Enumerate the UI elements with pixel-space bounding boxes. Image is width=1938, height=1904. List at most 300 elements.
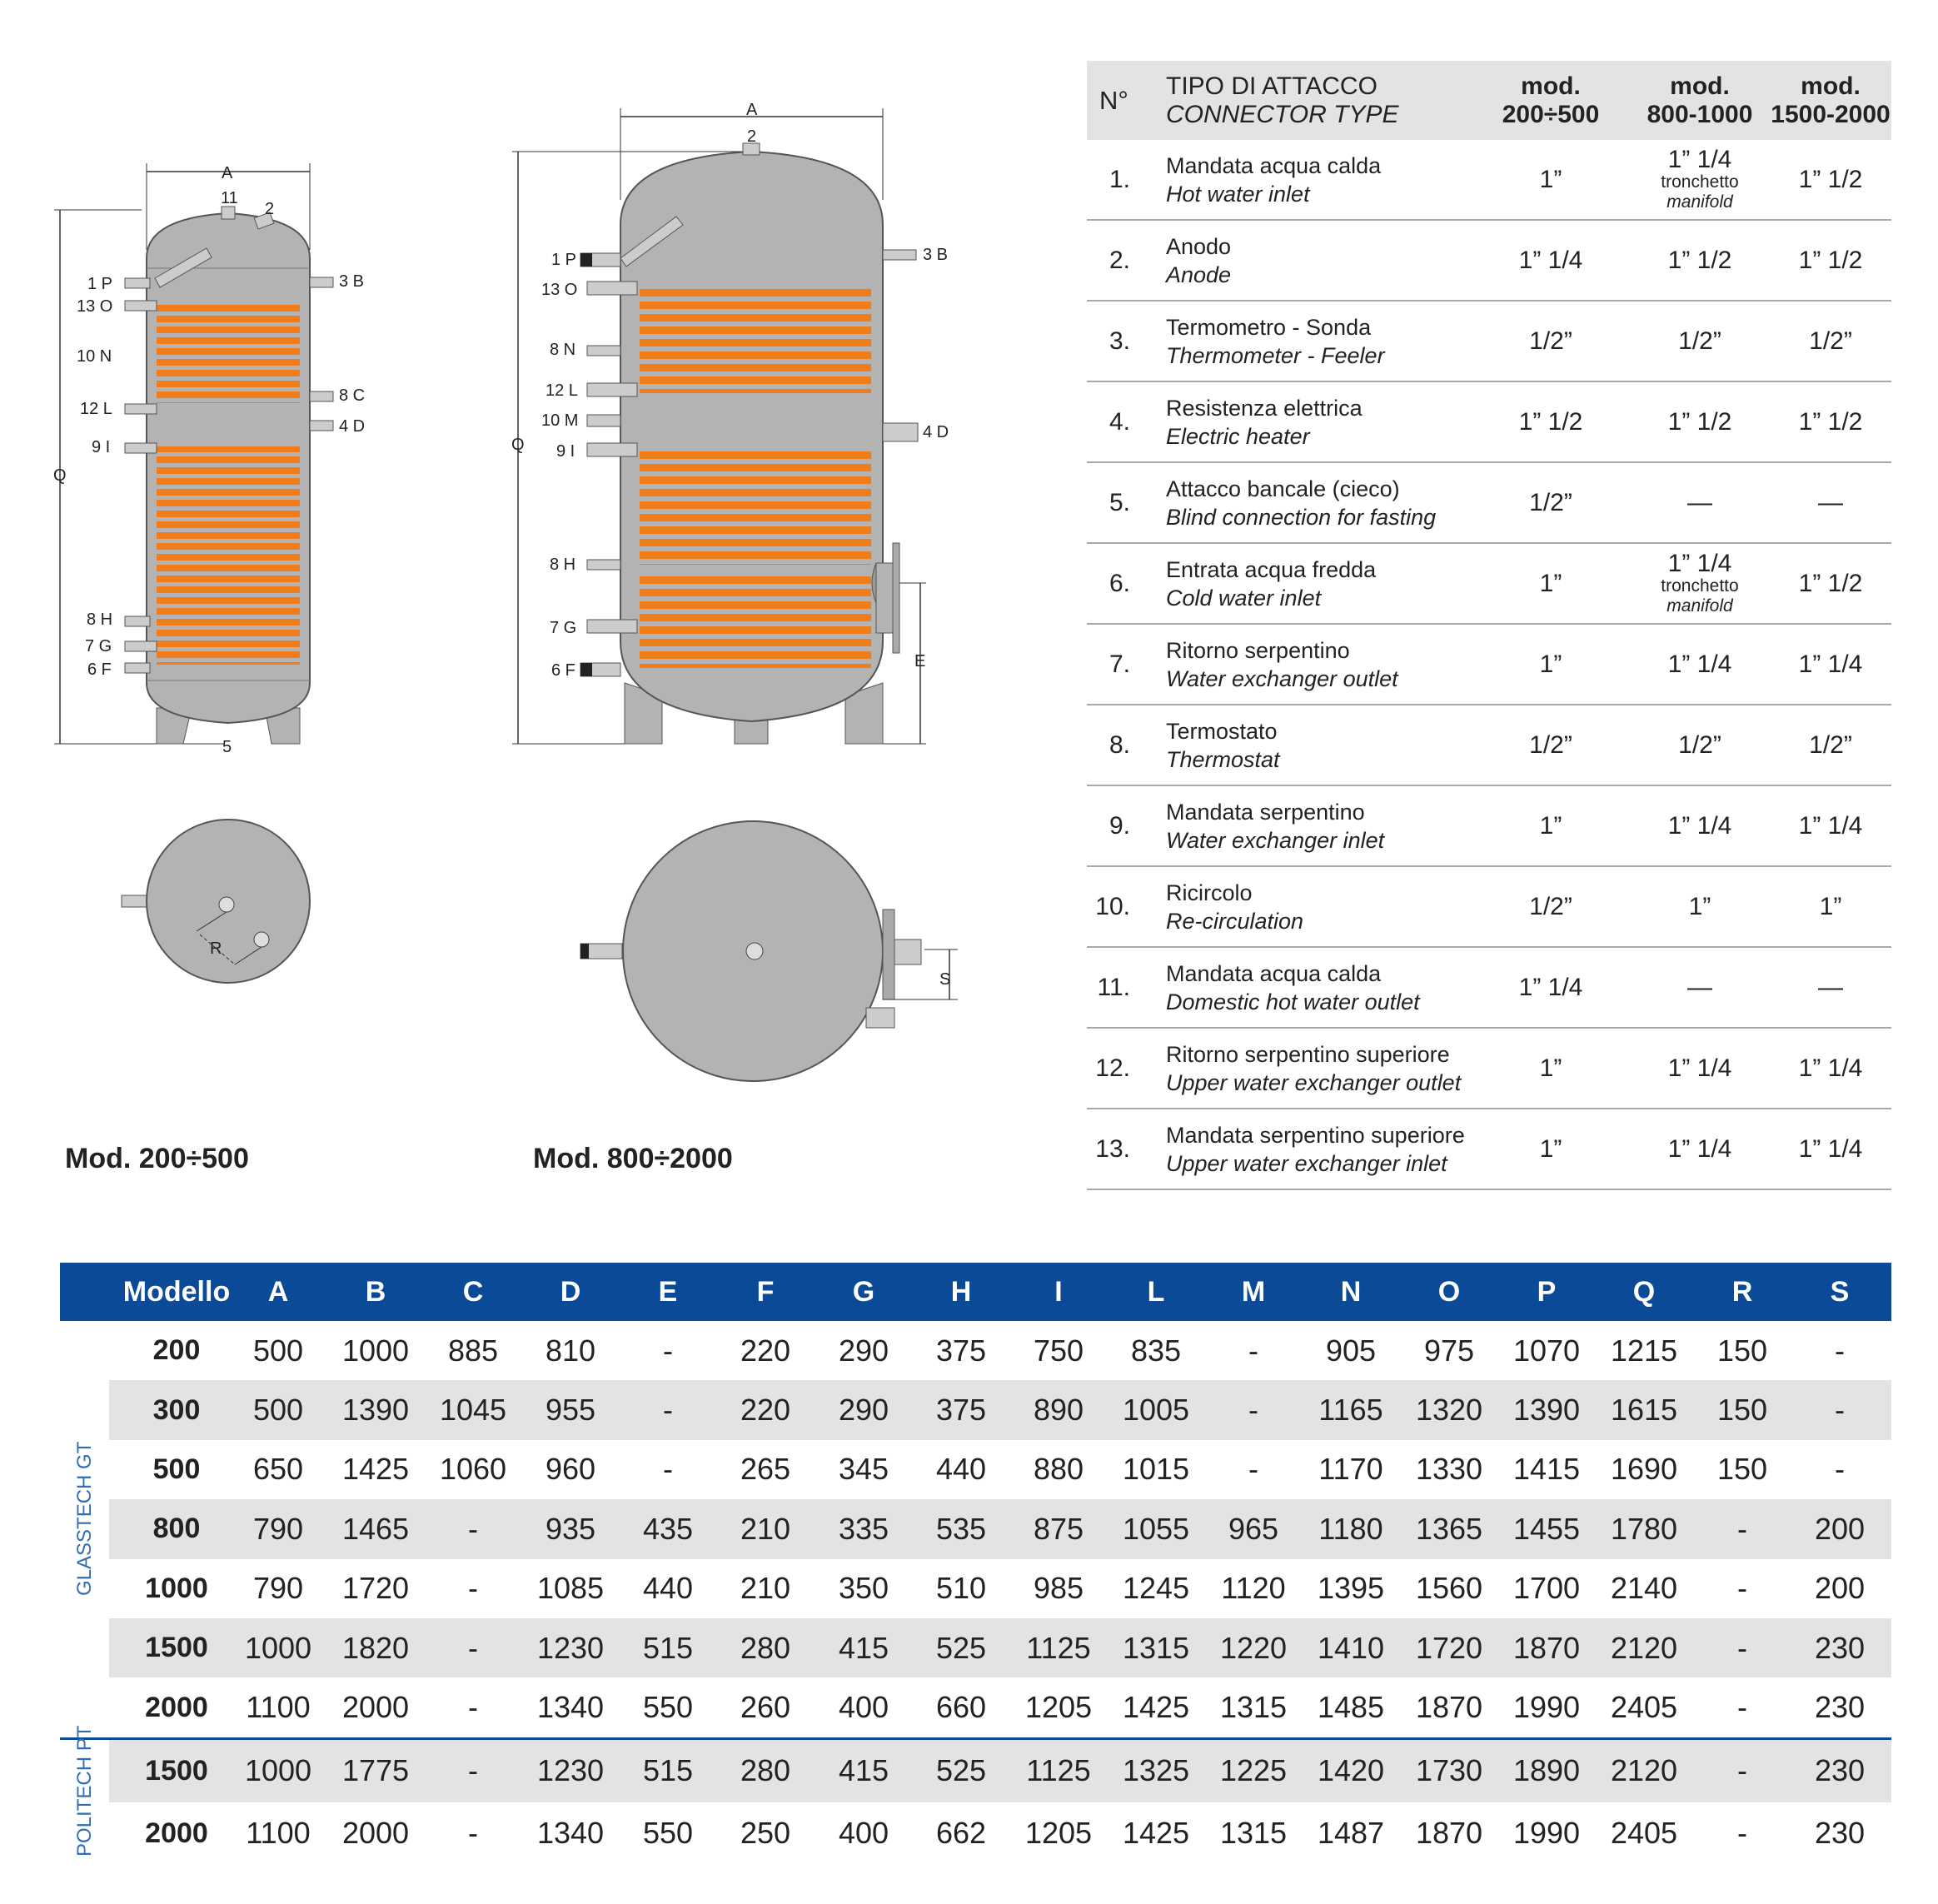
connector-type [1166,382,1466,461]
dimension-cell: - [663,1393,673,1428]
dimension-cell: - [1737,1630,1747,1665]
size-mod-800-1000 [1630,463,1770,542]
dimension-cell: 875 [1033,1511,1084,1546]
dimension-cell: 1425 [341,1452,410,1487]
dimension-row [60,1677,1891,1737]
dim-label-e: E [914,652,926,670]
dim-label-a: A [222,164,233,182]
size-mod-800-1000 [1630,786,1770,865]
size-mod-1500-2000: 1” [1819,892,1842,920]
size-value: 1” 1/2 [1667,246,1732,274]
size-mod-1500-2000: 1/2” [1809,730,1852,759]
connector-table-header [1087,61,1891,140]
dimension-cell: 890 [1033,1393,1084,1428]
connector-type-it: Entrata acqua fredda [1166,556,1377,582]
dimension-cell: 1170 [1318,1452,1383,1487]
column-header: C [462,1275,484,1308]
dimension-cell: 1465 [341,1511,410,1546]
dimension-cell: 1245 [1122,1571,1190,1606]
port-label-4d: 4 D [339,417,366,436]
size-note-en: manifold [1666,596,1733,616]
port-label-5: 5 [222,738,232,756]
size-mod-800-1000 [1630,1109,1770,1189]
dimension-cell: 1487 [1317,1816,1385,1851]
model-cell: 800 [152,1513,201,1545]
size-mod-200-500: 1” [1539,650,1562,678]
size-value: 1” 1/4 [1667,1054,1732,1082]
connector-table [1087,61,1891,1190]
dimension-cell: 1205 [1024,1816,1093,1851]
connector-type [1166,302,1466,381]
dimension-row [60,1321,1891,1380]
port-label-7g: 7 G [85,637,112,655]
size-value: 1/2” [1678,730,1721,759]
size-mod-200-500: 1” [1539,811,1562,840]
dimension-row [109,1740,1891,1802]
column-header: L [1147,1275,1165,1308]
connector-type [1166,221,1466,300]
dimension-cell: - [468,1630,478,1665]
dimension-cell: - [1737,1511,1747,1546]
size-mod-200-500: 1” [1539,569,1562,597]
connector-type [1166,140,1466,219]
port-label-2: 2 [747,127,757,146]
dimension-cell: 210 [740,1571,791,1606]
dimension-cell: 960 [545,1452,596,1487]
dimension-cell: 220 [740,1333,791,1368]
dimension-cell: 790 [252,1571,304,1606]
connector-number: 7. [1108,650,1130,678]
dimension-cell: 1125 [1026,1630,1091,1665]
port-label-8h: 8 H [87,611,113,629]
dimension-cell: 1330 [1415,1452,1483,1487]
connector-type-en: Upper water exchanger inlet [1166,1150,1447,1176]
port-label-4d: 4 D [923,423,949,441]
connector-row [1087,140,1891,221]
column-header: Q [1632,1275,1656,1308]
connector-type [1166,786,1466,865]
dimensions-body [60,1321,1891,1865]
dimension-cell: - [1835,1393,1845,1428]
connector-type-it: Ricircolo [1166,880,1253,905]
connector-type-en: Water exchanger outlet [1166,665,1398,691]
dimension-cell: 905 [1325,1333,1377,1368]
size-mod-1500-2000: 1” 1/4 [1798,1054,1863,1082]
dimension-cell: 525 [935,1753,987,1788]
dimension-cell: 1315 [1122,1630,1190,1665]
connector-type-it: Mandata acqua calda [1166,152,1382,178]
column-header: R [1731,1275,1753,1308]
connector-number: 8. [1108,730,1130,759]
dimension-cell: 200 [1814,1511,1866,1546]
connector-type [1166,625,1466,704]
size-value: 1” [1688,892,1711,920]
size-value: 1” 1/2 [1667,407,1732,436]
dimension-row [109,1618,1891,1677]
dimension-cell: 1870 [1512,1630,1581,1665]
column-header: F [756,1275,775,1308]
size-note: tronchetto [1661,172,1739,192]
dimension-cell: 415 [838,1753,889,1788]
dimension-cell: - [1248,1452,1258,1487]
connector-type [1166,705,1466,785]
dimension-cell: 150 [1716,1333,1768,1368]
port-label-12l: 12 L [80,400,112,418]
dimension-cell: 1120 [1221,1571,1286,1606]
dimension-cell: 525 [935,1630,987,1665]
dimension-cell: 150 [1716,1452,1768,1487]
connector-number: 10. [1095,892,1130,920]
connector-type-it: Attacco bancale (cieco) [1166,476,1400,501]
dimensions-header [60,1263,1891,1321]
dimension-cell: 1205 [1024,1690,1093,1725]
dimension-cell: 1005 [1122,1393,1190,1428]
dimension-cell: 230 [1814,1753,1866,1788]
connector-number: 2. [1108,246,1130,274]
port-label-1p: 1 P [87,275,113,293]
port-label-13o: 13 O [77,297,113,316]
connector-row [1087,705,1891,786]
connector-row [1087,625,1891,705]
column-header: P [1537,1275,1557,1308]
model-group [60,1321,1891,1737]
dimension-row [60,1802,1891,1865]
port-label-1p: 1 P [551,251,577,269]
dimension-cell: 1730 [1415,1753,1483,1788]
size-value: 1” 1/4 [1667,1134,1732,1163]
port-label-8n: 8 N [550,341,576,359]
size-mod-800-1000 [1630,625,1770,704]
dimension-cell: 500 [252,1333,304,1368]
size-value: 1” 1/4 [1667,549,1732,577]
dimension-cell: 150 [1716,1393,1768,1428]
dimension-cell: 1700 [1512,1571,1581,1606]
dimension-cell: 1045 [439,1393,507,1428]
connector-type [1166,1029,1466,1108]
connector-row [1087,867,1891,948]
connector-type-en: Domestic hot water outlet [1166,989,1420,1014]
dimension-cell: 435 [642,1511,694,1546]
port-label-2: 2 [265,200,275,218]
dimension-cell: 1230 [536,1753,605,1788]
size-mod-800-1000 [1630,1029,1770,1108]
size-mod-200-500: 1/2” [1529,488,1572,516]
connector-type [1166,463,1466,542]
connector-row [1087,382,1891,463]
dimension-cell: 515 [642,1753,694,1788]
caption-small-model: Mod. 200÷500 [65,1143,249,1174]
model-cell: 300 [152,1393,201,1426]
dimension-cell: 1390 [1512,1393,1581,1428]
connector-type-it: Ritorno serpentino superiore [1166,1041,1450,1067]
dimension-cell: 1165 [1318,1393,1383,1428]
column-header: O [1437,1275,1461,1308]
header-type-it: TIPO DI ATTACCO [1166,72,1378,100]
connector-number: 9. [1108,811,1130,840]
dimension-cell: 550 [642,1816,694,1851]
dimension-cell: 1690 [1610,1452,1678,1487]
size-mod-800-1000 [1630,221,1770,300]
size-mod-800-1000 [1630,382,1770,461]
size-mod-1500-2000: — [1818,973,1843,1001]
dimension-cell: 290 [838,1393,889,1428]
dimension-row [109,1499,1891,1558]
dimension-cell: 662 [935,1816,987,1851]
port-label-6f: 6 F [87,660,112,679]
header-mod-2-l1: mod. [1670,72,1730,100]
dimension-cell: 230 [1814,1630,1866,1665]
port-label-8c: 8 C [339,386,366,405]
dimension-cell: 400 [838,1816,889,1851]
port-label-12l: 12 L [546,381,578,400]
connector-type-it: Resistenza elettrica [1166,395,1363,421]
small-tank-plan [122,820,310,983]
dimension-cell: 985 [1033,1571,1084,1606]
dimension-cell: 1420 [1317,1753,1385,1788]
connector-type-it: Anodo [1166,233,1232,259]
size-note-en: manifold [1666,192,1733,212]
large-tank-elevation [511,101,949,744]
connector-type-en: Electric heater [1166,423,1310,449]
dimension-cell: 835 [1130,1333,1182,1368]
dimension-cell: 1775 [341,1753,410,1788]
dimension-cell: 290 [838,1333,889,1368]
dimension-cell: - [1835,1333,1845,1368]
connector-type-en: Hot water inlet [1166,181,1310,207]
header-mod-3 [1770,61,1891,140]
size-mod-1500-2000: 1” 1/2 [1798,246,1863,274]
small-tank-elevation [53,163,365,756]
dimension-cell: 350 [838,1571,889,1606]
header-mod-2-l2: 800-1000 [1647,100,1753,128]
dimension-cell: 1000 [244,1630,312,1665]
dimension-cell: 1890 [1512,1753,1581,1788]
port-label-6f: 6 F [551,661,575,680]
port-label-10n: 10 N [77,347,112,366]
size-mod-200-500: 1” 1/2 [1518,407,1583,436]
header-mod-2 [1630,61,1770,140]
size-value: 1” 1/4 [1667,811,1732,840]
size-mod-1500-2000: 1” 1/4 [1798,1134,1863,1163]
dimension-cell: 1085 [536,1571,605,1606]
dimension-cell: - [468,1753,478,1788]
size-mod-800-1000 [1630,140,1770,219]
dim-label-s: S [939,970,951,989]
dimension-cell: 1395 [1317,1571,1385,1606]
dimension-cell: 1100 [246,1816,311,1851]
connector-number: 1. [1108,165,1130,193]
dimension-cell: - [663,1333,673,1368]
dim-label-r: R [210,940,222,958]
connector-number: 11. [1097,973,1130,1001]
connector-type-en: Thermometer - Feeler [1166,342,1385,368]
size-value: 1/2” [1678,326,1721,355]
size-mod-200-500: 1” [1539,1134,1562,1163]
connector-type-en: Blind connection for fasting [1166,504,1437,530]
dimension-cell: 265 [740,1452,791,1487]
column-header: E [658,1275,678,1308]
dimension-cell: 1325 [1122,1753,1190,1788]
dimension-cell: 660 [935,1690,987,1725]
model-cell: 1500 [145,1632,208,1664]
dimension-cell: 1365 [1415,1511,1483,1546]
tank-drawings [0,0,1083,1208]
dimension-cell: 1455 [1512,1511,1581,1546]
dimension-cell: 1015 [1122,1452,1190,1487]
dimension-cell: 200 [1814,1571,1866,1606]
size-mod-1500-2000: 1” 1/2 [1798,407,1863,436]
dimension-cell: 2140 [1610,1571,1678,1606]
size-mod-1500-2000: 1” 1/4 [1798,650,1863,678]
dimension-cell: 955 [545,1393,596,1428]
dimension-cell: 750 [1033,1333,1084,1368]
dimension-cell: 975 [1423,1333,1475,1368]
dimension-cell: - [1248,1333,1258,1368]
port-label-10m: 10 M [541,411,579,430]
dimension-row [60,1559,1891,1618]
dimension-cell: - [663,1452,673,1487]
dimension-cell: 1820 [341,1630,410,1665]
connector-type-en: Re-circulation [1166,908,1304,934]
column-header: I [1054,1275,1063,1308]
dimension-cell: 1780 [1610,1511,1678,1546]
column-header: G [852,1275,875,1308]
connector-row [1087,786,1891,867]
dimension-cell: 535 [935,1511,987,1546]
dimension-cell: 1220 [1219,1630,1288,1665]
connector-number: 6. [1108,569,1130,597]
dimension-cell: 210 [740,1511,791,1546]
connector-number: 5. [1108,488,1130,516]
port-label-9i: 9 I [92,438,111,456]
dimension-cell: 1720 [341,1571,410,1606]
dimension-cell: 1060 [439,1452,507,1487]
connector-type-en: Upper water exchanger outlet [1166,1069,1462,1095]
connector-row [1087,1029,1891,1109]
port-label-13o: 13 O [541,281,578,299]
dimension-cell: 500 [252,1393,304,1428]
port-label-7g: 7 G [550,619,577,637]
model-group [60,1725,1891,1865]
header-no: N° [1099,85,1128,115]
dimension-cell: 1990 [1512,1690,1581,1725]
column-header: B [365,1275,386,1308]
column-header: D [560,1275,581,1308]
column-header: H [950,1275,972,1308]
dimension-cell: 1100 [246,1690,311,1725]
model-cell: 500 [152,1453,201,1485]
size-mod-800-1000 [1630,705,1770,785]
caption-large-model: Mod. 800÷2000 [533,1143,733,1174]
dimension-cell: 440 [935,1452,987,1487]
size-mod-1500-2000: 1” 1/2 [1798,569,1863,597]
dimension-cell: 415 [838,1630,889,1665]
connector-type [1166,948,1466,1027]
connector-row [1087,463,1891,544]
size-note: tronchetto [1661,576,1739,596]
connector-row [1087,1109,1891,1190]
dimension-cell: 1230 [536,1630,605,1665]
dimension-cell: - [1248,1393,1258,1428]
dimension-cell: 2405 [1610,1816,1678,1851]
dimension-cell: 935 [545,1511,596,1546]
connector-number: 12. [1095,1054,1130,1082]
dimension-cell: 515 [642,1630,694,1665]
connector-row [1087,948,1891,1029]
size-mod-1500-2000: 1” 1/4 [1798,811,1863,840]
dimension-cell: 1870 [1415,1816,1483,1851]
column-header: Modello [122,1275,231,1308]
connector-type-it: Termometro - Sonda [1166,314,1372,340]
dimension-cell: 335 [838,1511,889,1546]
dimension-cell: 280 [740,1753,791,1788]
dimension-cell: - [468,1816,478,1851]
dimension-cell: 1340 [536,1690,605,1725]
header-mod-1-l1: mod. [1521,72,1581,100]
group-label: POLITECH PT [73,1725,96,1857]
dimension-cell: 1000 [244,1753,312,1788]
port-label-11: 11 [221,189,238,207]
connector-type [1166,544,1466,623]
size-mod-200-500: 1” 1/4 [1518,246,1583,274]
connector-number: 13. [1095,1134,1130,1163]
header-mod-1 [1472,61,1630,140]
dimension-cell: 510 [935,1571,987,1606]
dimension-cell: 1225 [1219,1753,1288,1788]
dimension-cell: 230 [1814,1690,1866,1725]
dimension-cell: 790 [252,1511,304,1546]
size-mod-1500-2000: 1/2” [1809,326,1852,355]
size-value: 1” 1/4 [1667,650,1732,678]
model-cell: 1000 [145,1572,208,1604]
dimension-cell: 1425 [1122,1816,1190,1851]
connector-rows [1087,140,1891,1190]
dimension-cell: 375 [935,1333,987,1368]
size-mod-200-500: 1” [1539,1054,1562,1082]
size-mod-200-500: 1/2” [1529,892,1572,920]
size-mod-800-1000 [1630,867,1770,946]
size-value: — [1687,488,1712,516]
dimension-cell: - [1737,1571,1747,1606]
dimension-cell: 1315 [1219,1690,1288,1725]
port-label-9i: 9 I [556,442,575,461]
connector-type-en: Cold water inlet [1166,585,1322,611]
dimension-cell: 1215 [1610,1333,1678,1368]
dimension-cell: 810 [545,1333,596,1368]
connector-type-it: Termostato [1166,718,1278,744]
dimension-cell: 1390 [341,1393,410,1428]
dimension-cell: 2120 [1610,1630,1678,1665]
dimension-cell: 1070 [1512,1333,1581,1368]
connector-type-it: Mandata serpentino superiore [1166,1122,1465,1148]
dimension-cell: - [1835,1452,1845,1487]
dimension-cell: 1870 [1415,1690,1483,1725]
size-mod-800-1000 [1630,948,1770,1027]
connector-number: 3. [1108,326,1130,355]
dimension-cell: 1485 [1317,1690,1385,1725]
header-mod-1-l2: 200÷500 [1502,100,1600,128]
size-mod-800-1000 [1630,302,1770,381]
dimension-cell: 885 [447,1333,499,1368]
dimension-cell: - [468,1511,478,1546]
port-label-3b: 3 B [339,272,365,291]
size-mod-200-500: 1” [1539,165,1562,193]
connector-type-en: Anode [1166,262,1232,287]
dimension-cell: 1180 [1318,1511,1383,1546]
size-mod-200-500: 1/2” [1529,730,1572,759]
dim-label-q: Q [511,436,525,454]
dimension-cell: 280 [740,1630,791,1665]
